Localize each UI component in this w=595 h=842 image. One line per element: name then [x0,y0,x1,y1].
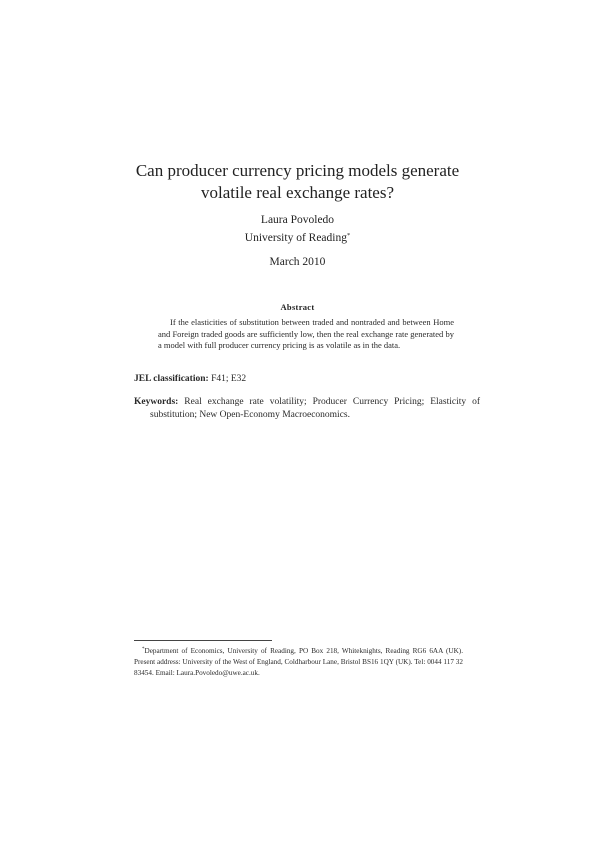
author-block [100,213,495,246]
keywords-label: Keywords: [134,397,179,407]
author-name: Laura Povoledo [260,214,335,226]
paper-date: March 2010 [269,256,326,268]
title-line-1: Can producer currency pricing models generate [135,161,460,180]
paper-title [100,160,495,204]
affiliation-text: University of Reading [244,232,347,244]
jel-value: F41; E32 [211,374,247,384]
keywords-value: Real exchange rate volatility; Producer Currency Pricing; Elasticity of substitution; New Open-Economy Macroeconomics. [150,397,480,420]
affiliation-footnote-mark: * [346,232,351,239]
footnote [134,644,463,679]
jel-label: JEL classification: [134,374,209,384]
abstract-heading: Abstract [280,302,315,312]
footnote-rule [134,640,272,641]
abstract-text: If the elasticities of substitution between traded and nontraded and between Home and Foreign traded goods are sufficiently low, then the real exchange rate generated by a model with full producer currency pricing is as volatile as in the data. [158,317,454,351]
jel-classification [134,373,464,386]
footnote-mark: * [142,647,145,652]
author-affiliation [100,228,495,246]
footnote-text: Department of Economics, University of Reading, PO Box 218, Whiteknights, Reading RG6 6AA (UK). Present address: University of the West of England, Coldharbour Lane, Bristol BS16 1QY (UK). Tel: 0044 117 32 83454. Email: Laura.Povoledo@uwe.ac.uk. [134,647,463,677]
title-line-2: volatile real exchange rates? [200,183,395,202]
keywords [134,396,480,422]
